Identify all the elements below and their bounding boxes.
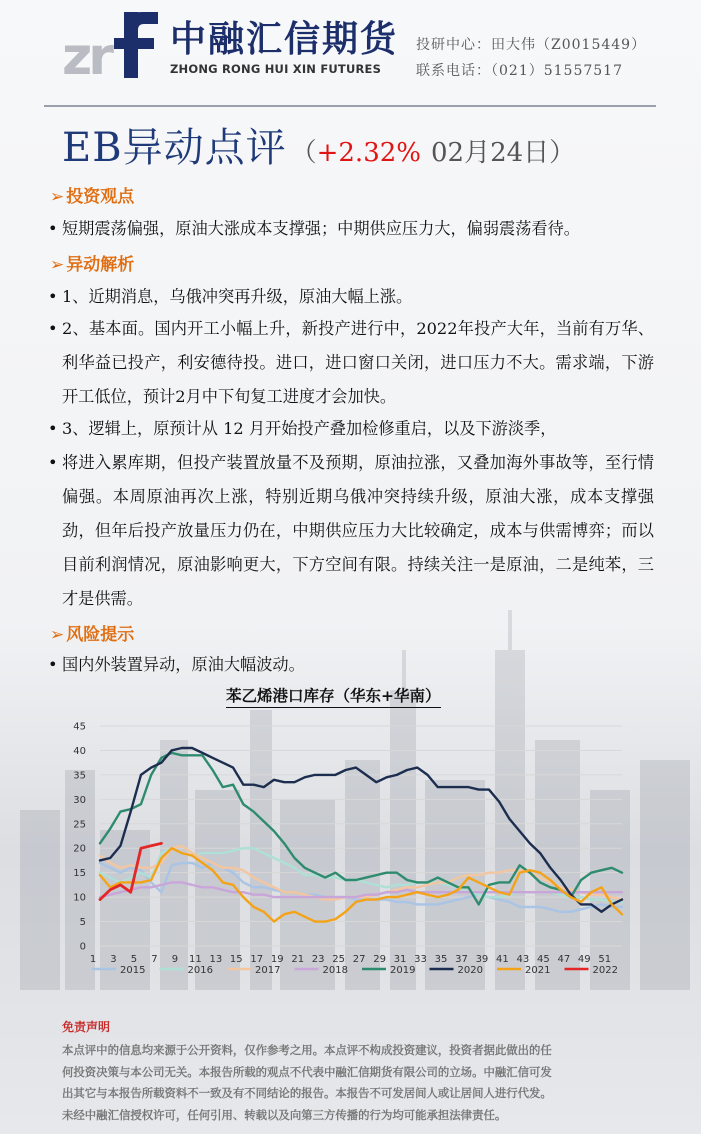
x-tick-label: 15 xyxy=(229,954,243,965)
x-tick-label: 19 xyxy=(270,954,284,965)
x-tick-label: 31 xyxy=(393,954,407,965)
x-tick-label: 45 xyxy=(536,954,550,965)
legend-label: 2020 xyxy=(457,965,483,976)
series-line-2015 xyxy=(100,863,622,912)
x-tick-label: 39 xyxy=(475,954,489,965)
series-line-2020 xyxy=(100,748,622,912)
title-main: EB异动点评 xyxy=(62,125,287,171)
x-tick-label: 33 xyxy=(414,954,427,965)
legend-label: 2022 xyxy=(592,965,618,976)
list-item: • 3、逻辑上，原预计从 12 月开始投产叠加检修重启，以及下游淡季， xyxy=(48,419,557,438)
contact-phone: 联系电话：（021）51557517 xyxy=(416,63,623,79)
x-tick-label: 9 xyxy=(171,954,179,965)
company-name-cn: 中融汇信期货 xyxy=(170,19,399,60)
section-heading-analysis: ➢ 异动解析 xyxy=(50,255,135,275)
x-tick-label: 29 xyxy=(373,954,386,965)
x-tick-label: 25 xyxy=(332,954,346,965)
disclaimer-line: 本点评中的信息均来源于公开资料，仅作参考之用。本点评不构成投资建议，投资者据此做出的任 xyxy=(62,1043,552,1057)
disclaimer-text xyxy=(62,1040,642,1126)
arrow-icon: ➢ xyxy=(50,255,65,275)
arrow-icon: ➢ xyxy=(50,187,65,207)
x-tick-label: 11 xyxy=(188,954,202,965)
y-tick-label: 15 xyxy=(73,868,86,880)
x-tick-label: 21 xyxy=(291,954,305,965)
x-tick-label: 17 xyxy=(250,954,264,965)
disclaimer-title: 免责声明 xyxy=(62,1020,111,1034)
x-tick-label: 49 xyxy=(577,954,591,965)
x-tick-label: 51 xyxy=(598,954,612,965)
x-tick-label: 7 xyxy=(151,954,158,965)
list-item: • 国内外装置异动，原油大幅波动。 xyxy=(48,655,305,674)
x-tick-label: 27 xyxy=(352,954,366,965)
title-open-paren: （ xyxy=(290,138,317,168)
y-tick-label: 5 xyxy=(79,917,86,929)
company-logo xyxy=(62,12,162,78)
x-tick-label: 47 xyxy=(557,954,571,965)
header-divider xyxy=(44,105,656,107)
x-tick-label: 43 xyxy=(516,954,530,965)
report-title xyxy=(62,116,576,171)
x-tick-label: 3 xyxy=(110,954,117,965)
y-tick-label: 45 xyxy=(73,721,86,733)
series-line-2022 xyxy=(100,843,161,899)
legend-label: 2015 xyxy=(120,965,146,976)
disclaimer-line: 出其它与本报告所载资料不一致及有不同结论的报告。本报告不可发居间人或让居间人进行代发。 xyxy=(62,1086,552,1100)
price-change: +2.32% xyxy=(316,138,421,168)
y-tick-label: 10 xyxy=(73,892,86,904)
list-item: • 2、基本面。国内开工小幅上升，新投产进行中，2022年投产大年，当前有万华、利华益已投产，利安德待投。进口，进口窗口关闭，进口压力不大。需求端，下游开工低位，预计2月中下旬复工进度才会加快。 xyxy=(48,319,654,406)
company-name-en: ZHONG RONG HUI XIN FUTURES xyxy=(170,62,382,76)
legend-label: 2019 xyxy=(390,965,416,976)
arrow-icon: ➢ xyxy=(50,625,65,645)
x-tick-label: 35 xyxy=(434,954,448,965)
x-tick-label: 1 xyxy=(89,954,97,965)
x-tick-label: 13 xyxy=(209,954,223,965)
legend-label: 2016 xyxy=(187,965,213,976)
section-heading-risk: ➢ 风险提示 xyxy=(50,625,135,645)
x-tick-label: 5 xyxy=(130,954,138,965)
y-tick-label: 40 xyxy=(73,745,86,757)
report-date: 02月24日） xyxy=(431,138,576,168)
y-tick-label: 25 xyxy=(73,819,86,831)
disclaimer-line: 何投资决策与本公司无关。本报告所载的观点不代表中融汇信期货有限公司的立场。中融汇信可发 xyxy=(62,1064,552,1079)
list-item: • 短期震荡偏强，原油大涨成本支撑强；中期供应压力大，偏弱震荡看待。 xyxy=(48,219,580,238)
legend-label: 2017 xyxy=(255,965,281,976)
list-item: • 1、近期消息，乌俄冲突再升级，原油大幅上涨。 xyxy=(48,287,413,306)
y-tick-label: 35 xyxy=(73,770,86,782)
y-tick-label: 30 xyxy=(73,794,86,806)
y-tick-label: 0 xyxy=(79,941,86,953)
x-tick-label: 41 xyxy=(496,954,509,965)
svg-text:zr: zr xyxy=(62,27,110,78)
contact-researcher: 投研中心：田大伟（Z0015449） xyxy=(416,37,647,53)
section-heading-view: ➢ 投资观点 xyxy=(50,187,135,207)
chart-title: 苯乙烯港口库存（华东+华南） xyxy=(226,684,441,708)
legend-label: 2018 xyxy=(322,965,348,976)
x-tick-label: 37 xyxy=(455,954,468,965)
x-tick-label: 23 xyxy=(311,954,325,965)
legend-label: 2021 xyxy=(525,965,551,976)
disclaimer-line: 未经中融汇信授权许可，任何引用、转载以及向第三方传播的行为均可能承担法律责任。 xyxy=(62,1107,507,1122)
y-tick-label: 20 xyxy=(73,843,86,855)
list-item: • 将进入累库期，但投产装置放量不及预期，原油拉涨，又叠加海外事故等，至行情偏强。本周原油再次上涨，特别近期乌俄冲突持续升级，原油大涨，成本支撑强劲，但年后投产放量压力仍在，中期供应压力大比较确定，成本与供需博弈；而以目前利润情况，原油影响更大，下方空间有限。持续关注一是原油，二是纯苯，三才是供需。 xyxy=(48,453,654,608)
inventory-line-chart xyxy=(60,714,640,984)
